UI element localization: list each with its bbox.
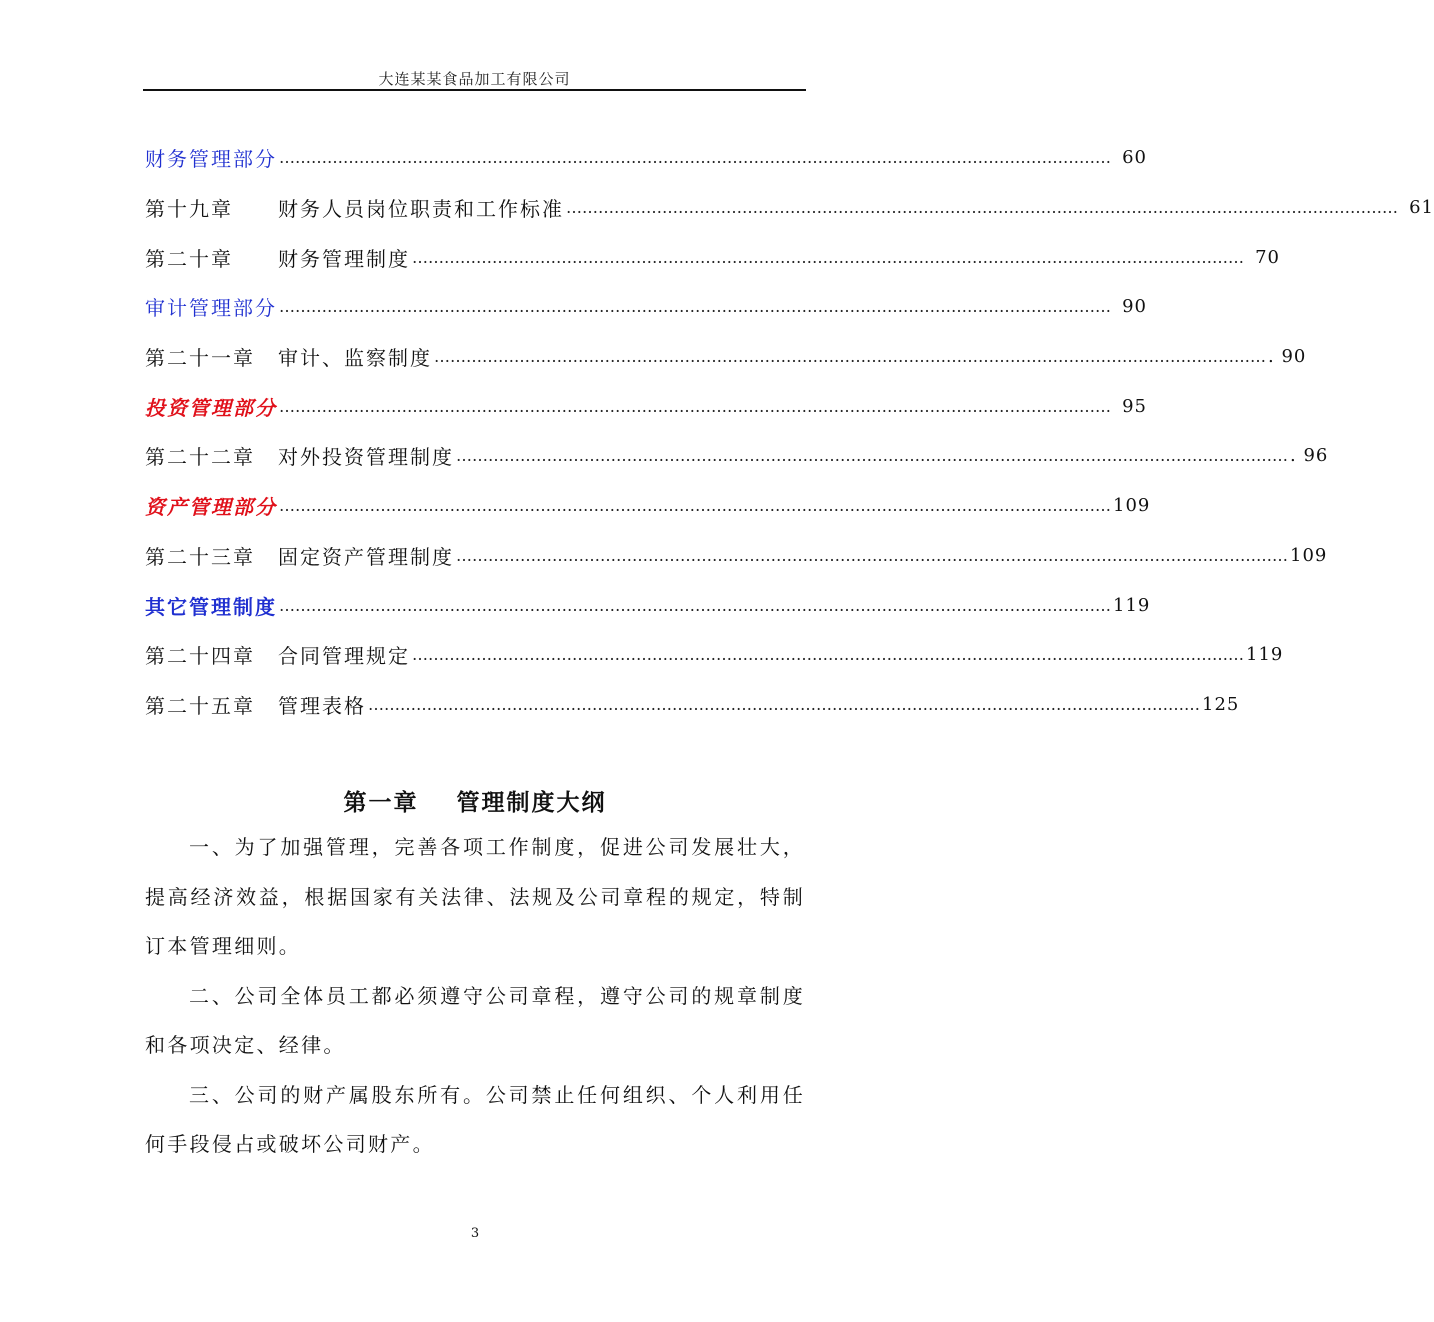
toc-row-chapter-21[interactable] (145, 332, 1307, 382)
toc-page-number: 125 (1202, 693, 1240, 715)
toc-chapter-title: 管理表格 (278, 693, 366, 718)
header-rule (143, 89, 806, 91)
toc-leader: ………………………………………………………………………………………………………………………………………… (279, 396, 1111, 416)
toc-chapter-number: 第二十三章 (145, 544, 255, 569)
page-header-company: 大连某某食品加工有限公司 (378, 70, 571, 88)
toc-page-number: 119 (1246, 644, 1284, 666)
toc-row-chapter-22[interactable] (145, 431, 1329, 481)
toc-row-other-section[interactable] (145, 580, 1151, 630)
toc-row-finance-section[interactable] (145, 133, 1147, 183)
chapter-number: 第一章 (343, 789, 419, 816)
toc-chapter-title: 对外投资管理制度 (278, 445, 454, 470)
toc-row-chapter-24[interactable] (145, 630, 1284, 680)
toc-leader: ………………………………………………………………………………………………………………………………………… (566, 198, 1398, 218)
body-paragraph: 一、为了加强管理，完善各项工作制度，促进公司发展壮大，提高经济效益，根据国家有关法律、法规及公司章程的规定，特制订本管理细则。 (145, 835, 805, 958)
toc-row-chapter-20[interactable] (145, 232, 1280, 282)
toc-section-title: 资产管理部分 (145, 495, 277, 520)
toc-page-number: . 96 (1290, 445, 1329, 467)
toc-chapter-number: 第十九章 (145, 197, 233, 222)
toc-page-number: 119 (1113, 594, 1151, 616)
toc-leader: ………………………………………………………………………………………………………………………………………… (412, 247, 1244, 267)
toc-chapter-number: 第二十二章 (145, 445, 255, 470)
body-paragraph: 三、公司的财产属股东所有。公司禁止任何组织、个人利用任何手段侵占或破坏公司财产。 (145, 1082, 805, 1156)
toc-leader: ………………………………………………………………………………………………………………………………………… (434, 347, 1266, 367)
table-of-contents (145, 133, 1434, 729)
toc-page-number: 90 (1122, 296, 1147, 318)
toc-leader: ………………………………………………………………………………………………………………………………………… (368, 694, 1200, 714)
toc-section-title: 财务管理部分 (145, 147, 277, 172)
toc-leader: ………………………………………………………………………………………………………………………………………… (412, 645, 1244, 665)
toc-chapter-title: 合同管理规定 (278, 644, 410, 669)
toc-row-assets-section[interactable] (145, 481, 1151, 531)
toc-row-investment-section[interactable] (145, 381, 1147, 431)
toc-page-number: 109 (1113, 495, 1151, 517)
toc-leader: ………………………………………………………………………………………………………………………………………… (456, 545, 1288, 565)
toc-row-chapter-23[interactable] (145, 531, 1328, 581)
chapter-heading (0, 784, 950, 817)
chapter-title: 管理制度大纲 (456, 789, 607, 816)
toc-leader: ………………………………………………………………………………………………………………………………………… (279, 148, 1111, 168)
toc-leader: ………………………………………………………………………………………………………………………………………… (456, 446, 1288, 466)
toc-section-title: 审计管理部分 (145, 296, 277, 321)
toc-chapter-title: 财务管理制度 (278, 246, 410, 271)
toc-chapter-title: 审计、监察制度 (278, 346, 432, 371)
toc-section-title: 其它管理制度 (145, 594, 277, 619)
toc-page-number: 70 (1255, 246, 1280, 268)
toc-page-number: 61 (1409, 197, 1434, 219)
toc-chapter-number: 第二十章 (145, 246, 233, 271)
toc-chapter-number: 第二十一章 (145, 346, 255, 371)
toc-chapter-number: 第二十四章 (145, 644, 255, 669)
toc-row-chapter-19[interactable] (145, 183, 1434, 233)
chapter-body (145, 823, 805, 1170)
toc-leader: ………………………………………………………………………………………………………………………………………… (279, 297, 1111, 317)
toc-leader: ………………………………………………………………………………………………………………………………………… (279, 595, 1111, 615)
toc-chapter-title: 固定资产管理制度 (278, 544, 454, 569)
toc-row-chapter-25[interactable] (145, 680, 1240, 730)
page-number: 3 (470, 1226, 480, 1241)
toc-row-audit-section[interactable] (145, 282, 1147, 332)
toc-leader: ………………………………………………………………………………………………………………………………………… (279, 496, 1111, 516)
toc-chapter-number: 第二十五章 (145, 693, 255, 718)
toc-page-number: 60 (1122, 147, 1147, 169)
toc-section-title: 投资管理部分 (145, 395, 277, 420)
toc-chapter-title: 财务人员岗位职责和工作标准 (278, 197, 564, 222)
toc-page-number: 109 (1290, 544, 1328, 566)
toc-page-number: . 90 (1268, 346, 1307, 368)
body-paragraph: 二、公司全体员工都必须遵守公司章程，遵守公司的规章制度和各项决定、经律。 (145, 983, 805, 1057)
toc-page-number: 95 (1122, 395, 1147, 417)
